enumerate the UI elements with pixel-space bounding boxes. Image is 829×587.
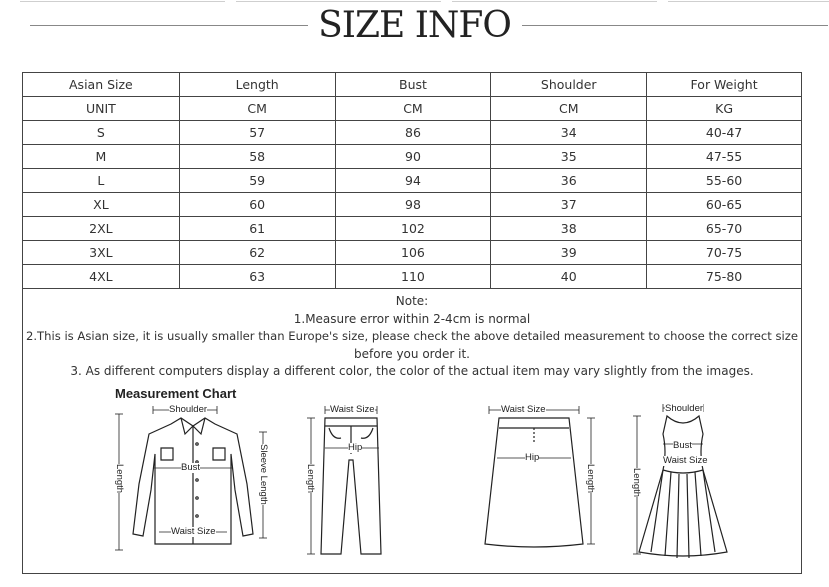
- table-cell: 94: [335, 169, 491, 193]
- table-row: [23, 217, 802, 241]
- shirt-waist-label: Waist Size: [171, 526, 216, 537]
- title-banner: [0, 4, 829, 48]
- shirt-diagram: [113, 404, 273, 564]
- size-note: [23, 293, 801, 381]
- shirt-length-label: Length: [114, 464, 125, 494]
- skirt-icon: [473, 404, 603, 564]
- table-cell: 47-55: [647, 145, 802, 169]
- shirt-icon: [113, 404, 273, 564]
- dress-bust-label: Bust: [673, 440, 693, 451]
- note-line: 1.Measure error within 2-4cm is normal: [293, 311, 531, 326]
- table-cell: 40-47: [647, 121, 802, 145]
- size-table: [22, 72, 802, 289]
- table-cell: 37: [491, 193, 647, 217]
- top-tab-edge: [668, 0, 829, 2]
- pants-hip-label: Hip: [348, 442, 363, 453]
- table-cell: M: [23, 145, 180, 169]
- note-line: 3. As different computers display a different color, the color of the actual item may vary slightly from the images.: [70, 364, 754, 378]
- table-cell: 62: [179, 241, 335, 265]
- skirt-length-label: Length: [585, 464, 596, 494]
- table-cell: 4XL: [23, 265, 180, 289]
- note-heading: Note:: [395, 294, 429, 308]
- dress-diagram: [623, 404, 743, 564]
- table-cell: 2XL: [23, 217, 180, 241]
- pants-diagram: [293, 404, 393, 564]
- table-row: [23, 145, 802, 169]
- table-cell: 106: [335, 241, 491, 265]
- table-cell: 60: [179, 193, 335, 217]
- table-cell: 38: [491, 217, 647, 241]
- table-cell: 86: [335, 121, 491, 145]
- note-line: before you order it.: [354, 346, 470, 361]
- table-cell: 61: [179, 217, 335, 241]
- table-unit-row: [23, 97, 802, 121]
- table-cell: 102: [335, 217, 491, 241]
- size-table-body: [23, 73, 802, 289]
- shirt-shoulder-label: Shoulder: [169, 404, 208, 415]
- table-cell: 98: [335, 193, 491, 217]
- dress-shoulder-label: Shoulder: [665, 403, 704, 414]
- table-cell: 3XL: [23, 241, 180, 265]
- dress-waist-label: Waist Size: [663, 455, 708, 466]
- table-cell: 65-70: [647, 217, 802, 241]
- top-tab-edge: [236, 0, 441, 2]
- header-cell: Bust: [335, 73, 491, 97]
- header-cell: Shoulder: [491, 73, 647, 97]
- table-cell: 75-80: [647, 265, 802, 289]
- table-cell: 60-65: [647, 193, 802, 217]
- table-row: [23, 265, 802, 289]
- table-cell: 39: [491, 241, 647, 265]
- table-cell: 59: [179, 169, 335, 193]
- unit-cell: CM: [335, 97, 491, 121]
- table-cell: 34: [491, 121, 647, 145]
- size-sheet: [22, 72, 802, 574]
- table-cell: 40: [491, 265, 647, 289]
- header-cell: For Weight: [647, 73, 802, 97]
- measurement-chart: [113, 386, 803, 568]
- table-cell: S: [23, 121, 180, 145]
- skirt-waist-label: Waist Size: [501, 404, 546, 415]
- table-cell: L: [23, 169, 180, 193]
- table-cell: 55-60: [647, 169, 802, 193]
- table-row: [23, 121, 802, 145]
- table-cell: XL: [23, 193, 180, 217]
- skirt-hip-label: Hip: [525, 452, 540, 463]
- top-tab-edge: [452, 0, 657, 2]
- note-line: 2.This is Asian size, it is usually smaller than Europe's size, please check the above detailed measurement to choose the correct size: [26, 329, 798, 343]
- table-header-row: [23, 73, 802, 97]
- table-cell: 90: [335, 145, 491, 169]
- table-cell: 36: [491, 169, 647, 193]
- page-title: SIZE INFO: [318, 5, 511, 46]
- table-cell: 57: [179, 121, 335, 145]
- dress-length-label: Length: [631, 468, 642, 498]
- unit-cell: CM: [491, 97, 647, 121]
- table-cell: 58: [179, 145, 335, 169]
- shirt-bust-label: Bust: [181, 462, 201, 473]
- table-cell: 63: [179, 265, 335, 289]
- table-row: [23, 169, 802, 193]
- shirt-sleeve-label: Sleeve Length: [258, 444, 269, 505]
- table-cell: 110: [335, 265, 491, 289]
- title-rule-right: [522, 25, 828, 26]
- pants-waist-label: Waist Size: [330, 404, 375, 415]
- table-row: [23, 241, 802, 265]
- unit-cell: UNIT: [23, 97, 180, 121]
- table-cell: 35: [491, 145, 647, 169]
- top-tab-edge: [20, 0, 225, 2]
- skirt-diagram: [473, 404, 603, 564]
- header-cell: Length: [179, 73, 335, 97]
- table-row: [23, 193, 802, 217]
- unit-cell: KG: [647, 97, 802, 121]
- table-cell: 70-75: [647, 241, 802, 265]
- measurement-chart-title: Measurement Chart: [115, 386, 237, 401]
- header-cell: Asian Size: [23, 73, 180, 97]
- unit-cell: CM: [179, 97, 335, 121]
- pants-length-label: Length: [305, 464, 316, 494]
